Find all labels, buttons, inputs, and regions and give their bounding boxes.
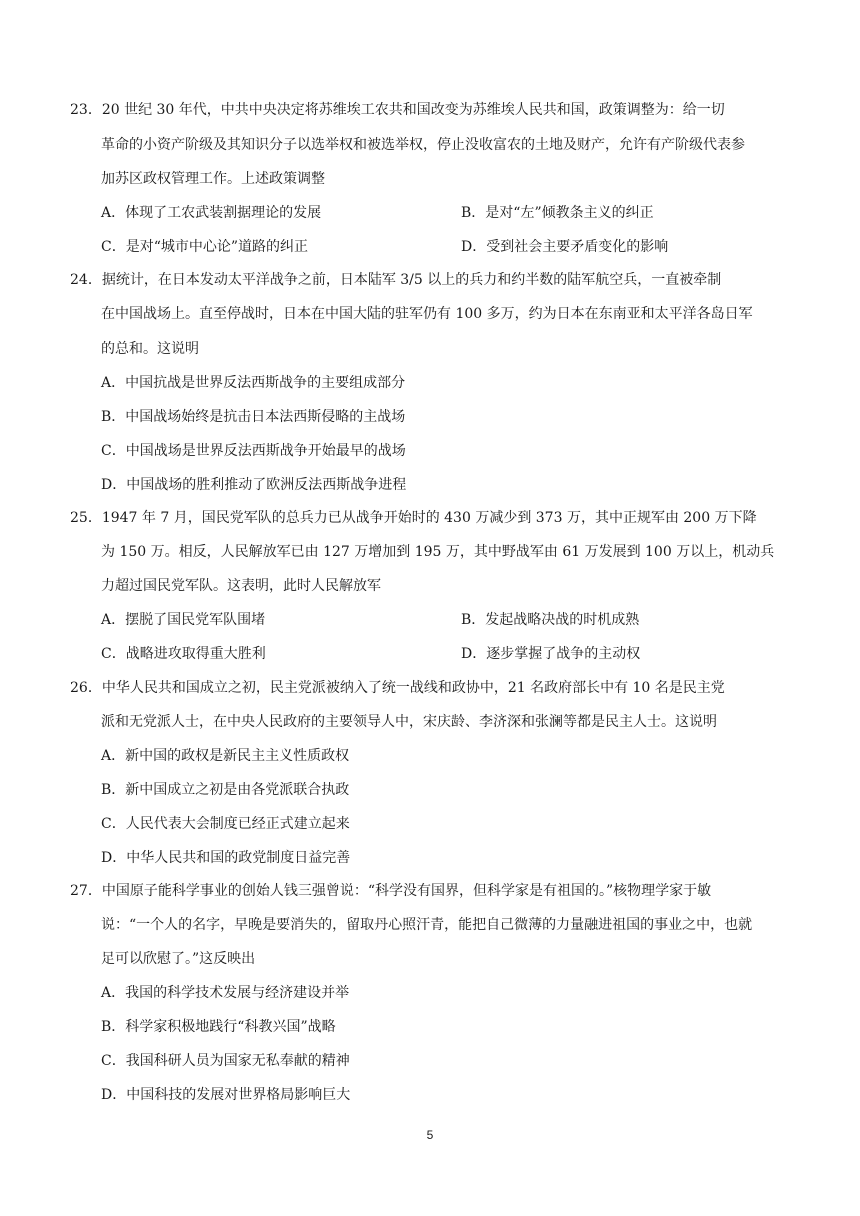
question-text: 为 150 万。相反，人民解放军已由 127 万增加到 195 万，其中野战军由 61 万发展到 100 万以上，机动兵: [101, 544, 775, 560]
option-c: C．战略进攻取得重大胜利: [101, 646, 266, 662]
option-b: B．中国战场始终是抗击日本法西斯侵略的主战场: [101, 409, 406, 425]
option-b: B．是对“左”倾教条主义的纠正: [461, 205, 654, 221]
question-text: 的总和。这说明: [101, 341, 199, 357]
option-d: D．受到社会主要矛盾变化的影响: [461, 239, 669, 255]
option-d: D．中国科技的发展对世界格局影响巨大: [101, 1087, 351, 1103]
question-text: 足可以欣慰了。”这反映出: [101, 951, 256, 967]
question-text: 26．中华人民共和国成立之初，民主党派被纳入了统一战线和政协中，21 名政府部长中有 10 名是民主党: [70, 680, 725, 696]
question-text: 在中国战场上。直至停战时，日本在中国大陆的驻军仍有 100 多万，约为日本在东南亚和太平洋各岛日军: [101, 306, 753, 322]
question-text: 25．1947 年 7 月，国民党军队的总兵力已从战争开始时的 430 万减少到 373 万，其中正规军由 200 万下降: [70, 510, 757, 526]
option-b: B．科学家积极地践行“科教兴国”战略: [101, 1019, 336, 1035]
question-text: 派和无党派人士，在中央人民政府的主要领导人中，宋庆龄、李济深和张澜等都是民主人士。这说明: [101, 714, 717, 730]
option-a: A．摆脱了国民党军队围堵: [101, 612, 266, 628]
option-c: C．我国科研人员为国家无私奉献的精神: [101, 1053, 350, 1069]
option-d: D．逐步掌握了战争的主动权: [461, 646, 641, 662]
option-b: B．新中国成立之初是由各党派联合执政: [101, 782, 350, 798]
page-number: 5: [426, 1128, 434, 1142]
option-d: D．中国战场的胜利推动了欧洲反法西斯战争进程: [101, 477, 407, 493]
option-a: A．我国的科学技术发展与经济建设并举: [101, 985, 350, 1001]
question-text: 革命的小资产阶级及其知识分子以选举权和被选举权，停止没收富农的土地及财产，允许有产阶级代表参: [101, 137, 745, 153]
question-text: 24．据统计，在日本发动太平洋战争之前，日本陆军 3/5 以上的兵力和约半数的陆军航空兵，一直被牵制: [70, 272, 722, 288]
option-a: A．中国抗战是世界反法西斯战争的主要组成部分: [101, 375, 406, 391]
question-text: 23．20 世纪 30 年代，中共中央决定将苏维埃工农共和国改变为苏维埃人民共和国，政策调整为：给一切: [70, 102, 725, 118]
question-text: 27．中国原子能科学事业的创始人钱三强曾说：“科学没有国界，但科学家是有祖国的。”核物理学家于敏: [70, 883, 712, 899]
question-text: 说：“一个人的名字，早晚是要消失的，留取丹心照汗青，能把自己微薄的力量融进祖国的事业之中，也就: [101, 917, 753, 933]
option-a: A．体现了工农武装割据理论的发展: [101, 205, 322, 221]
option-c: C．中国战场是世界反法西斯战争开始最早的战场: [101, 443, 406, 459]
question-text: 力超过国民党军队。这表明，此时人民解放军: [101, 578, 381, 594]
option-c: C．是对“城市中心论”道路的纠正: [101, 239, 309, 255]
option-b: B．发起战略决战的时机成熟: [461, 612, 640, 628]
option-c: C．人民代表大会制度已经正式建立起来: [101, 816, 350, 832]
question-text: 加苏区政权管理工作。上述政策调整: [101, 171, 325, 187]
option-d: D．中华人民共和国的政党制度日益完善: [101, 850, 351, 866]
option-a: A．新中国的政权是新民主主义性质政权: [101, 748, 350, 764]
